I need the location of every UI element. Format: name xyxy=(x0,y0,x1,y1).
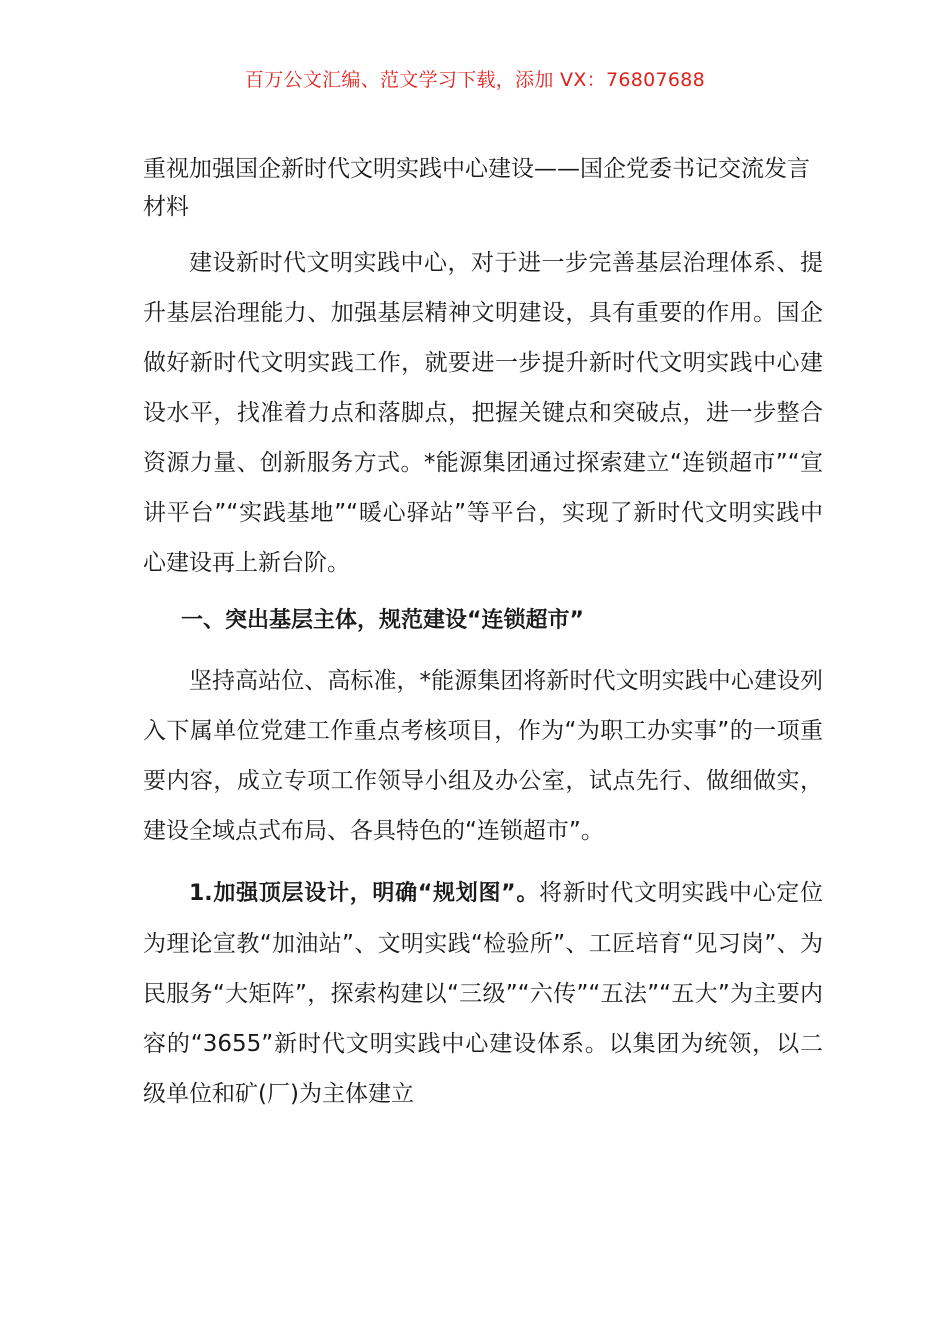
point-1-body: 将新时代文明实践中心定位为理论宣教“加油站”、文明实践“检验所”、工匠培育“见习岗”、为民服务“大矩阵”，探索构建以“三级”“六传”“五法”“五大”为主要内容的“3655”新时代文明实践中心建设体系。以集团为统领，以二级单位和矿(厂)为主体建立 xyxy=(143,880,823,1107)
header-banner: 百万公文汇编、范文学习下载，添加 VX：76807688 xyxy=(244,69,706,91)
document-body xyxy=(143,150,823,1119)
intro-paragraph: 建设新时代文明实践中心，对于进一步完善基层治理体系、提升基层治理能力、加强基层精神文明建设，具有重要的作用。国企做好新时代文明实践工作，就要进一步提升新时代文明实践中心建设水平，找准着力点和落脚点，把握关键点和突破点，进一步整合资源力量、创新服务方式。*能源集团通过探索建立“连锁超市”“宣讲平台”“实践基地”“暖心驿站”等平台，实现了新时代文明实践中心建设再上新台阶。 xyxy=(143,250,823,576)
section-1-heading: 一、突出基层主体，规范建设“连锁超市” xyxy=(181,608,584,633)
section-1-paragraph: 坚持高站位、高标准，*能源集团将新时代文明实践中心建设列入下属单位党建工作重点考核项目，作为“为职工办实事”的一项重要内容，成立专项工作领导小组及办公室，试点先行、做细做实，建设全域点式布局、各具特色的“连锁超市”。 xyxy=(143,668,823,844)
point-1-lead: 1.加强顶层设计，明确“规划图”。 xyxy=(189,881,540,906)
document-title: 重视加强国企新时代文明实践中心建设——国企党委书记交流发言材料 xyxy=(143,156,810,220)
point-1-paragraph xyxy=(143,868,823,1119)
